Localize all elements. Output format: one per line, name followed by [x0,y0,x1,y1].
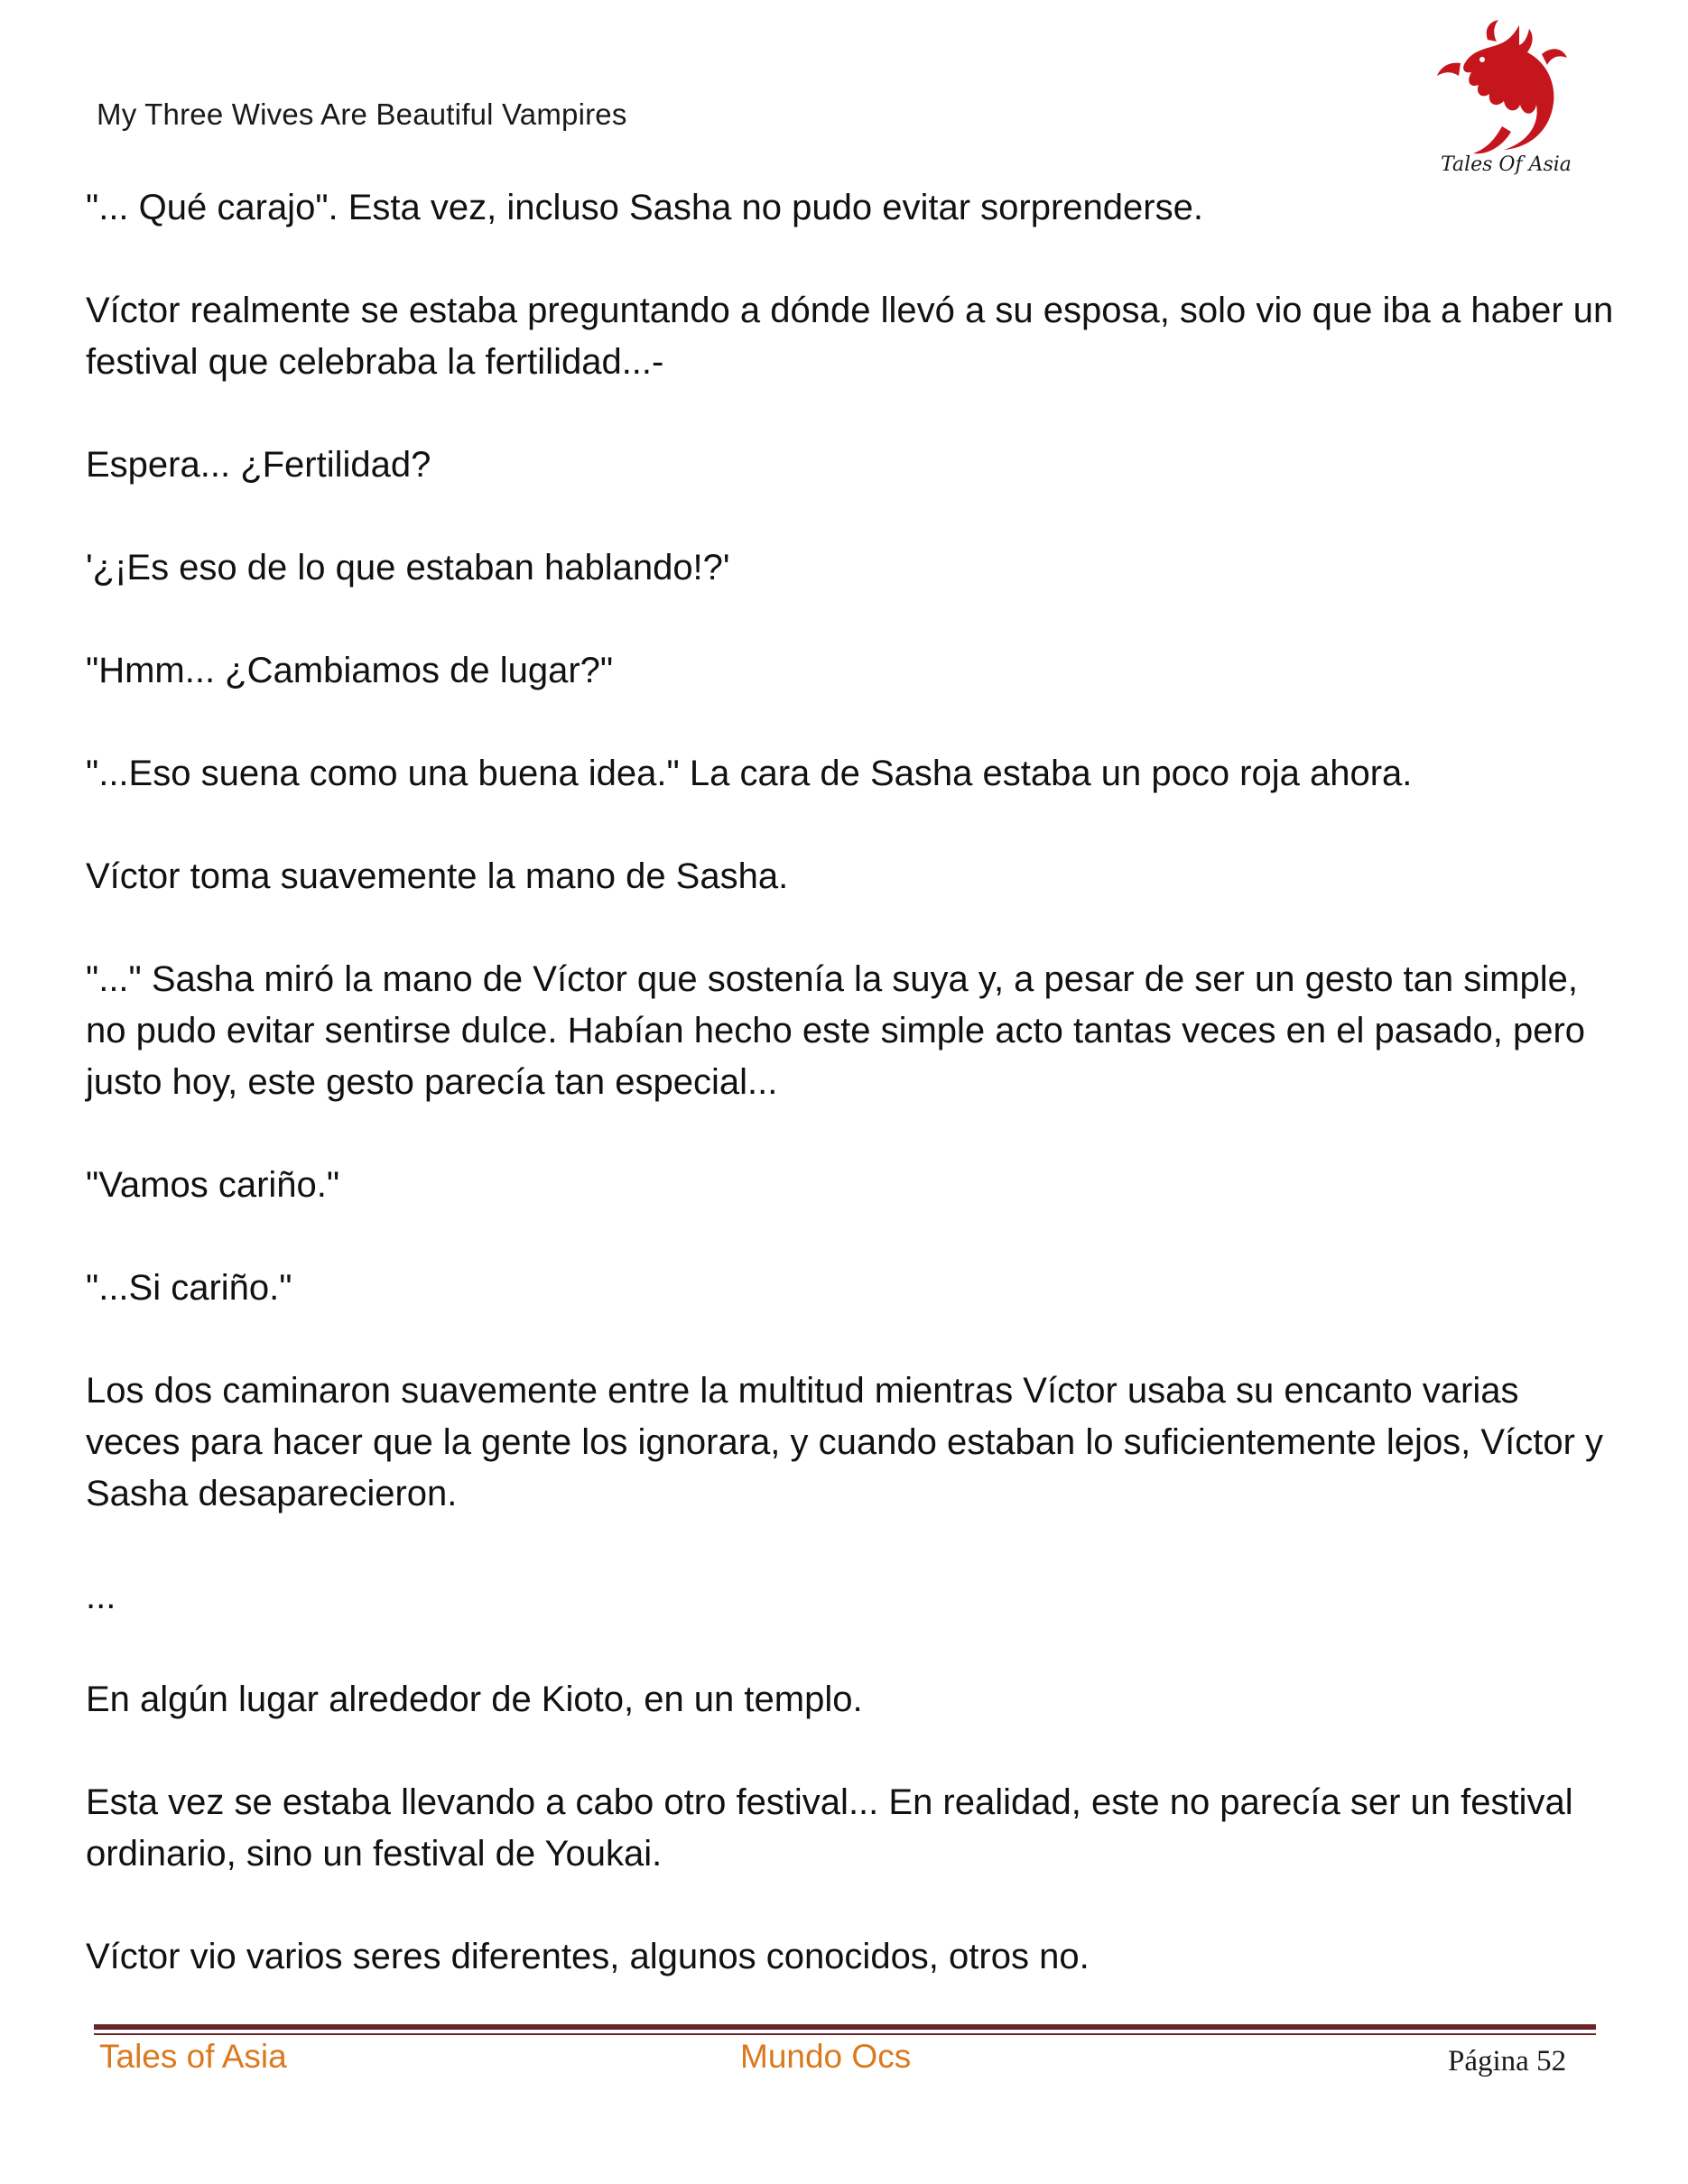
footer-site-name: Tales of Asia [99,2038,287,2075]
page-number: Página 52 [1448,2045,1567,2078]
paragraph: Víctor toma suavemente la mano de Sasha. [86,856,789,896]
chapter-body [86,182,1620,2034]
paragraph: Esta vez se estaba llevando a cabo otro festival... En realidad, este no parecía ser un festival ordinario, sino un festival de Youkai. [86,1782,1573,1874]
paragraph: "..." Sasha miró la mano de Víctor que sostenía la suya y, a pesar de ser un gesto tan simple, no pudo evitar sentirse dulce. Habían hecho este simple acto tantas veces en el pasado, pero justo hoy, este gesto parecía tan especial... [86,959,1586,1102]
paragraph: "...Si cariño." [86,1268,292,1308]
page-header-title: My Three Wives Are Beautiful Vampires [97,97,627,131]
paragraph: "...Eso suena como una buena idea." La cara de Sasha estaba un poco roja ahora. [86,754,1413,793]
paragraph: "Vamos cariño." [86,1165,340,1205]
paragraph: Víctor realmente se estaba preguntando a dónde llevó a su esposa, solo vio que iba a haber un festival que celebraba la fertilidad...- [86,291,1614,382]
paragraph: En algún lugar alrededor de Kioto, en un templo. [86,1680,863,1719]
footer-group-name: Mundo Ocs [740,2038,912,2075]
logo-text: Tales Of Asia [1441,153,1572,176]
paragraph: "... Qué carajo". Esta vez, incluso Sasha no pudo evitar sorprenderse. [86,188,1203,227]
footer-divider-thin [94,2033,1596,2035]
tales-of-asia-logo [1433,18,1572,180]
footer-divider [94,2024,1596,2030]
red-dragon-logo-icon [1433,18,1569,162]
paragraph: Espera... ¿Fertilidad? [86,445,431,485]
scene-break: ... [86,1577,116,1616]
paragraph: Los dos caminaron suavemente entre la multitud mientras Víctor usaba su encanto varias veces para hacer que la gente los ignorara, y cuando estaban lo suficientemente lejos, Víctor y Sasha desaparecieron. [86,1371,1603,1513]
paragraph: Víctor vio varios seres diferentes, algunos conocidos, otros no. [86,1937,1090,1976]
paragraph: '¿¡Es eso de lo que estaban hablando!?' [86,548,730,588]
paragraph: "Hmm... ¿Cambiamos de lugar?" [86,651,614,690]
